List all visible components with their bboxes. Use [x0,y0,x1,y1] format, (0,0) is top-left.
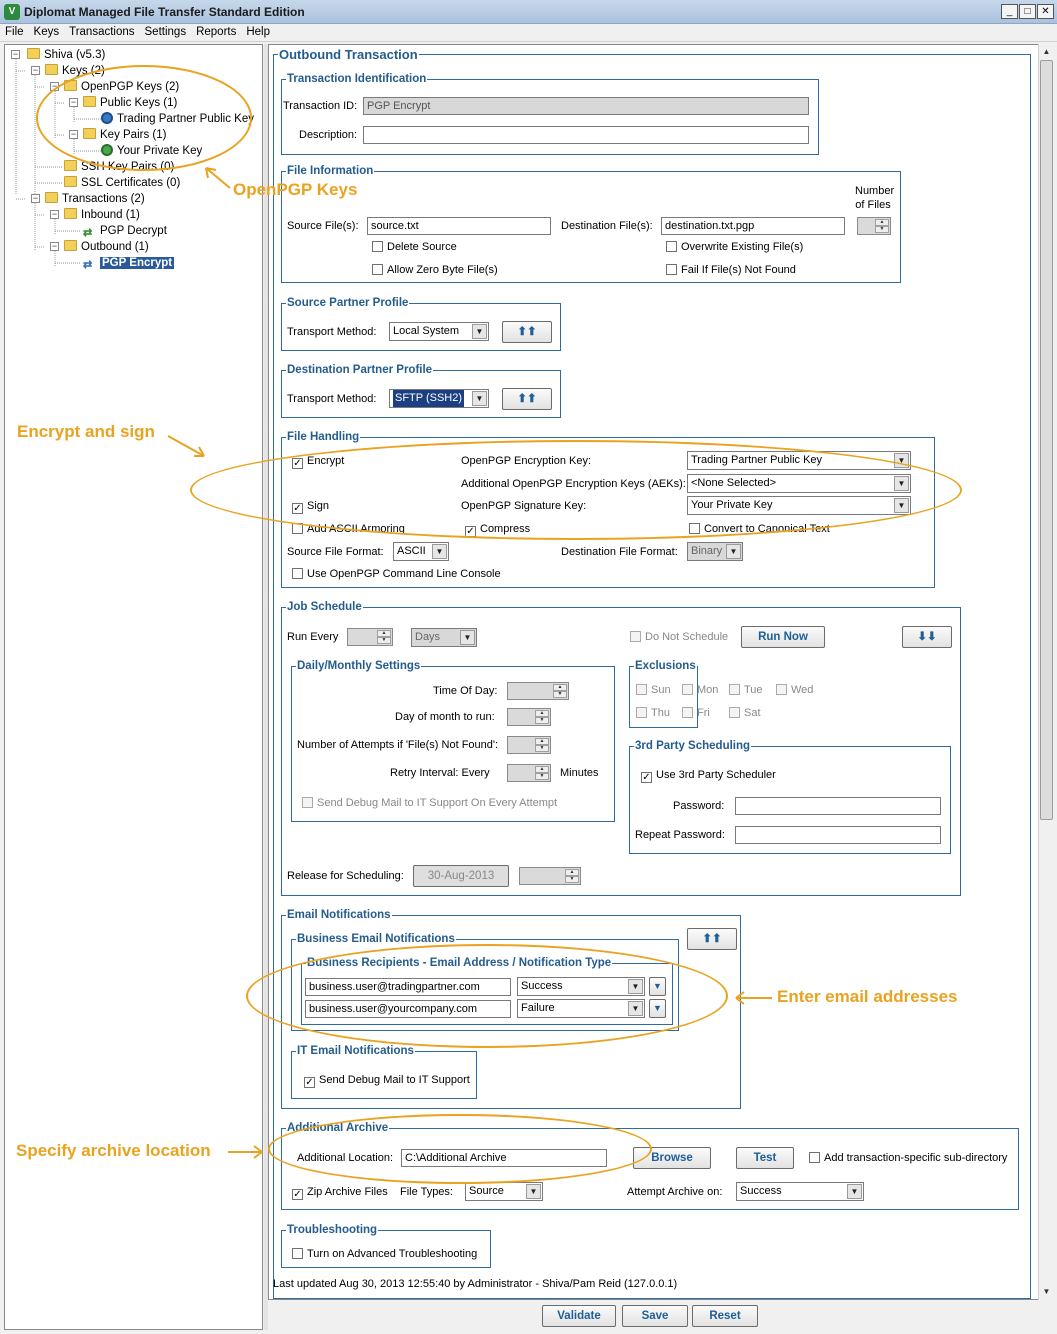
transaction-id-input[interactable]: PGP Encrypt [363,97,809,115]
recipient-address-input[interactable]: business.user@tradingpartner.com [305,978,511,996]
folder-icon [64,240,77,251]
exclude-thu-checkbox[interactable]: Thu [636,707,670,720]
overwrite-existing-checkbox[interactable]: Overwrite Existing File(s) [666,241,803,254]
vertical-scrollbar[interactable] [1038,44,1054,1300]
destination-files-label: Destination File(s): [561,220,653,232]
reset-button[interactable]: Reset [692,1305,758,1327]
group-legend: Email Notifications [287,909,391,921]
source-format-label: Source File Format: [287,546,384,558]
compress-checkbox[interactable]: ✓ Compress [466,523,531,537]
maximize-button[interactable]: □ [1019,4,1036,19]
menu-keys[interactable]: Keys [33,26,60,38]
folder-icon [64,160,77,171]
allow-zero-byte-checkbox[interactable]: Allow Zero Byte File(s) [372,264,498,277]
additional-location-input[interactable]: C:\Additional Archive [401,1149,607,1167]
validate-button[interactable]: Validate [542,1305,616,1327]
encrypt-checkbox[interactable]: ✓ Encrypt [293,455,345,469]
group-legend: Business Email Notifications [297,933,455,945]
tree-keys[interactable]: − Keys (2) [32,65,105,77]
retry-interval-label: Retry Interval: Every [390,767,490,779]
release-date-button[interactable]: 30-Aug-2013 [413,865,509,887]
action-bar [268,1300,1040,1334]
openpgp-keys-highlight [32,65,252,171]
archive-highlight [268,1114,652,1184]
sign-checkbox[interactable]: ✓ Sign [293,500,330,514]
fail-if-not-found-checkbox[interactable]: Fail If File(s) Not Found [666,264,796,277]
transaction-editor [268,44,1040,1300]
last-updated-status: Last updated Aug 30, 2013 12:55:40 by Administrator - Shiva/Pam Reid (127.0.0.1) [273,1278,678,1290]
recipient-move-down-button[interactable]: ▼ [649,977,666,996]
group-legend: Troubleshooting [287,1224,378,1236]
annotation-arrow-icon [226,1143,266,1161]
run-every-spinner[interactable]: ▲ ▼ [347,628,393,646]
folder-icon [45,64,58,75]
day-of-month-label: Day of month to run: [395,711,495,723]
additional-location-label: Additional Location: [297,1152,394,1164]
group-legend: Source Partner Profile [287,297,409,309]
group-legend: IT Email Notifications [297,1045,414,1057]
source-transport-dropdown[interactable]: Local System ▼ [389,322,489,341]
scroll-up-icon[interactable]: ▲ [1042,47,1051,56]
destination-profile-toggle-button[interactable]: ⬆⬆ [502,388,552,410]
close-button[interactable]: ✕ [1037,4,1054,19]
destination-transport-dropdown[interactable]: SFTP (SSH2) ▼ [389,389,489,408]
tree-public-keys[interactable]: − Public Keys (1) [70,97,178,109]
source-profile-toggle-button[interactable]: ⬆⬆ [502,321,552,343]
email-annotation: Enter email addresses [777,987,958,1006]
number-of-files-spinner[interactable]: ▲ ▼ [857,217,891,235]
tree-ssl-certificates[interactable]: SSL Certificates (0) [64,175,180,191]
signature-key-label: OpenPGP Signature Key: [461,500,587,512]
group-legend: Additional Archive [287,1122,389,1134]
outbound-transaction-icon: ⇄ [83,259,93,271]
folder-icon [45,192,58,203]
test-button[interactable]: Test [736,1147,794,1169]
tree-inbound[interactable]: − Inbound (1) [51,209,140,221]
transaction-id-label: Transaction ID: [283,100,358,112]
group-legend: 3rd Party Scheduling [635,740,751,752]
exclude-sat-checkbox[interactable]: Sat [729,707,761,720]
release-time-spinner[interactable]: ▲ ▼ [519,867,581,885]
group-legend: Transaction Identification [287,73,427,85]
retry-interval-spinner[interactable]: ▲ ▼ [507,764,551,782]
day-of-month-spinner[interactable]: ▲ ▼ [507,708,551,726]
destination-transport-label: Transport Method: [287,393,377,405]
folder-icon [64,176,77,187]
menu-help[interactable]: Help [246,26,271,38]
it-email-group [291,1045,477,1099]
destination-format-dropdown[interactable]: Binary ▼ [687,542,743,561]
exclude-fri-checkbox[interactable]: Fri [682,707,710,720]
attempts-spinner[interactable]: ▲ ▼ [507,736,551,754]
folder-icon [64,208,77,219]
advanced-troubleshooting-checkbox[interactable]: Turn on Advanced Troubleshooting [292,1248,477,1261]
group-legend: File Handling [287,431,360,443]
destination-format-label: Destination File Format: [561,546,678,558]
group-legend: Job Schedule [287,601,362,613]
canonical-text-checkbox[interactable]: Convert to Canonical Text [689,523,830,536]
email-highlight [246,944,728,1048]
recipient-type-dropdown[interactable]: Failure ▼ [517,999,645,1018]
attempt-archive-label: Attempt Archive on: [627,1186,723,1198]
menu-transactions[interactable]: Transactions [69,26,135,38]
number-label: Number [855,185,895,197]
tree-pgp-encrypt[interactable]: ⇄ PGP Encrypt [83,257,173,271]
ascii-armoring-checkbox[interactable]: Add ASCII Armoring [292,523,405,536]
signature-key-dropdown[interactable]: Your Private Key ▼ [687,496,911,515]
recipient-move-down-button[interactable]: ▼ [649,999,666,1018]
subdirectory-checkbox[interactable]: Add transaction-specific sub-directory [809,1152,1007,1165]
tree-openpgp-keys[interactable]: − OpenPGP Keys (2) [51,81,180,93]
description-input[interactable] [363,126,809,144]
job-schedule-toggle-button[interactable]: ⬇⬇ [902,626,952,648]
exclude-mon-checkbox[interactable]: Mon [682,684,718,697]
source-format-dropdown[interactable]: ASCII ▼ [393,542,449,561]
do-not-schedule-checkbox[interactable]: Do Not Schedule [630,631,728,644]
encrypt-sign-annotation: Encrypt and sign [17,422,155,441]
repeat-password-input[interactable] [735,826,941,844]
encrypt-sign-highlight [190,440,962,540]
menu-file[interactable]: File [5,26,24,38]
folder-icon [27,48,40,59]
run-every-label: Run Every [287,631,339,643]
time-of-day-spinner[interactable]: ▲ ▼ [507,682,569,700]
tree-trading-partner-key[interactable]: Trading Partner Public Key [101,111,254,127]
window-title: Diplomat Managed File Transfer Standard Edition [24,5,305,19]
scroll-down-icon[interactable]: ▼ [1042,1287,1051,1296]
navigation-tree [4,44,263,1330]
aek-dropdown[interactable]: <None Selected> ▼ [687,474,911,493]
group-legend: Destination Partner Profile [287,364,433,376]
browse-button[interactable]: Browse [633,1147,711,1169]
openpgp-keys-annotation: OpenPGP Keys [233,180,358,199]
tree-pgp-decrypt[interactable]: ⇄ PGP Decrypt [83,225,167,239]
archive-annotation: Specify archive location [16,1141,211,1160]
menu-bar [0,24,1057,42]
menu-settings[interactable]: Settings [144,26,187,38]
scrollbar-thumb[interactable] [1040,60,1053,820]
time-of-day-label: Time Of Day: [433,685,498,697]
tree-outbound[interactable]: − Outbound (1) [51,241,149,253]
annotation-arrow-icon [200,162,234,192]
zip-archive-checkbox[interactable]: ✓ Zip Archive Files [293,1186,388,1200]
group-legend: Daily/Monthly Settings [297,660,421,672]
group-legend: File Information [287,165,374,177]
email-toggle-button[interactable]: ⬆⬆ [687,928,737,950]
exclude-sun-checkbox[interactable]: Sun [636,684,671,697]
menu-reports[interactable]: Reports [196,26,237,38]
password-label: Password: [673,800,725,812]
title-bar [0,0,1057,24]
attempts-label: Number of Attempts if 'File(s) Not Found': [297,739,499,751]
app-logo-icon: V [4,4,20,20]
group-legend: Business Recipients - Email Address / Notification Type [307,957,612,969]
source-transport-label: Transport Method: [287,326,377,338]
exclude-tue-checkbox[interactable]: Tue [729,684,763,697]
group-legend: Exclusions [635,660,696,672]
of-files-label: of Files [855,199,891,211]
encryption-key-dropdown[interactable]: Trading Partner Public Key ▼ [687,451,911,470]
password-input[interactable] [735,797,941,815]
command-line-console-checkbox[interactable]: Use OpenPGP Command Line Console [292,568,501,581]
run-every-unit-dropdown[interactable]: Days ▼ [411,628,477,647]
tree-private-key[interactable]: Your Private Key [101,143,202,159]
tree-transactions[interactable]: − Transactions (2) [32,193,145,205]
use-third-party-scheduler-checkbox[interactable]: ✓ Use 3rd Party Scheduler [642,769,776,783]
annotation-arrow-icon [732,988,774,1008]
encryption-key-label: OpenPGP Encryption Key: [461,455,592,467]
destination-files-input[interactable]: destination.txt.pgp [661,217,845,235]
attempt-archive-dropdown[interactable]: Success ▼ [736,1182,864,1201]
minimize-button[interactable]: _ [1001,4,1018,19]
repeat-password-label: Repeat Password: [635,829,725,841]
recipient-type-dropdown[interactable]: Success ▼ [517,977,645,996]
tree-root[interactable]: − Shiva (v5.3) [12,49,106,61]
recipient-address-input[interactable]: business.user@yourcompany.com [305,1000,511,1018]
save-button[interactable]: Save [622,1305,688,1327]
troubleshooting-group [281,1224,491,1268]
source-files-label: Source File(s): [287,220,359,232]
annotation-arrow-icon [166,432,210,462]
source-files-input[interactable]: source.txt [367,217,551,235]
tree-ssh-key-pairs[interactable]: SSH Key Pairs (0) [64,159,174,175]
description-label: Description: [299,129,358,141]
exclude-wed-checkbox[interactable]: Wed [776,684,813,697]
delete-source-checkbox[interactable]: Delete Source [372,241,457,254]
page-title: Outbound Transaction [279,47,418,62]
aek-label: Additional OpenPGP Encryption Keys (AEKs): [461,478,686,490]
file-types-dropdown[interactable]: Source ▼ [465,1182,543,1201]
debug-mail-every-attempt-checkbox[interactable]: Send Debug Mail to IT Support On Every Attempt [302,797,557,810]
inbound-transaction-icon: ⇄ [83,227,93,239]
release-label: Release for Scheduling: [287,870,404,882]
run-now-button[interactable]: Run Now [741,626,825,648]
it-debug-mail-checkbox[interactable]: ✓ Send Debug Mail to IT Support [305,1074,470,1088]
file-types-label: File Types: [400,1186,453,1198]
tree-key-pairs[interactable]: − Key Pairs (1) [70,129,167,141]
minutes-label: Minutes [560,767,599,779]
